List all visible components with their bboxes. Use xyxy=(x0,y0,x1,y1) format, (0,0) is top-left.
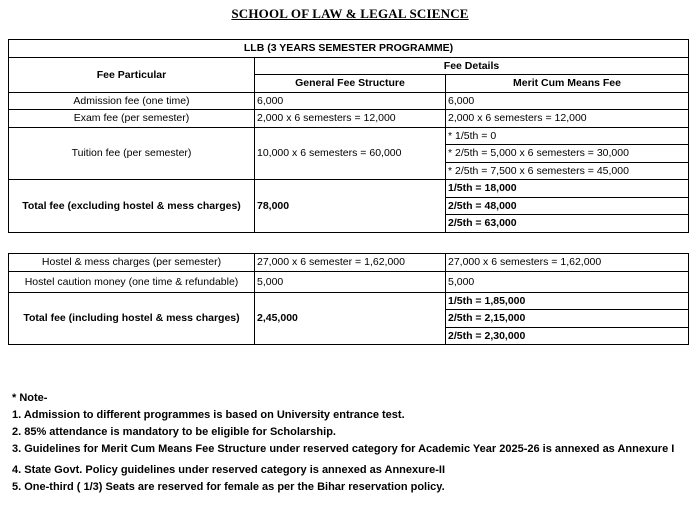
merit-value: 2,000 x 6 semesters = 12,000 xyxy=(446,110,689,128)
table-row xyxy=(9,127,689,145)
note-item: 5. One-third ( 1/3) Seats are reserved for female as per the Bihar reservation policy. xyxy=(12,481,445,493)
row-label: Exam fee (per semester) xyxy=(9,110,255,128)
merit-fee-header: Merit Cum Means Fee xyxy=(446,75,689,93)
merit-value: 2/5th = 2,15,000 xyxy=(446,310,689,328)
fee-particular-header: Fee Particular xyxy=(9,57,255,92)
page-title: SCHOOL OF LAW & LEGAL SCIENCE xyxy=(231,6,469,21)
notes-heading: * Note- xyxy=(12,392,48,404)
table-row xyxy=(9,92,689,110)
general-fee-header: General Fee Structure xyxy=(255,75,446,93)
row-label: Tuition fee (per semester) xyxy=(9,127,255,180)
note-item: 2. 85% attendance is mandatory to be eligible for Scholarship. xyxy=(12,426,336,438)
row-label: Hostel caution money (one time & refundable) xyxy=(9,271,255,292)
general-value: 5,000 xyxy=(255,271,446,292)
notes-section xyxy=(12,390,692,496)
general-value: 27,000 x 6 semester = 1,62,000 xyxy=(255,254,446,272)
fee-details-header: Fee Details xyxy=(255,57,689,75)
general-value: 10,000 x 6 semesters = 60,000 xyxy=(255,127,446,180)
merit-value: * 1/5th = 0 xyxy=(446,127,689,145)
general-value: 2,000 x 6 semesters = 12,000 xyxy=(255,110,446,128)
merit-value: 2/5th = 63,000 xyxy=(446,215,689,233)
note-item: 1. Admission to different programmes is based on University entrance test. xyxy=(12,409,405,421)
hostel-fee-table xyxy=(8,253,689,345)
row-label: Total fee (including hostel & mess charges) xyxy=(9,292,255,345)
fee-table xyxy=(8,39,689,233)
table-row xyxy=(9,110,689,128)
merit-value: 2/5th = 2,30,000 xyxy=(446,327,689,345)
merit-value: * 2/5th = 7,500 x 6 semesters = 45,000 xyxy=(446,162,689,180)
merit-value: 2/5th = 48,000 xyxy=(446,197,689,215)
merit-value: * 2/5th = 5,000 x 6 semesters = 30,000 xyxy=(446,145,689,163)
merit-value: 6,000 xyxy=(446,92,689,110)
row-label: Hostel & mess charges (per semester) xyxy=(9,254,255,272)
note-item: 3. Guidelines for Merit Cum Means Fee Structure under reserved category for Academic Year 2025-26 is annexed as Annexure I xyxy=(12,443,675,455)
general-value: 2,45,000 xyxy=(255,292,446,345)
table-row xyxy=(9,180,689,198)
programme-row xyxy=(9,40,689,58)
general-value: 78,000 xyxy=(255,180,446,233)
table-row xyxy=(9,292,689,310)
merit-value: 5,000 xyxy=(446,271,689,292)
merit-value: 1/5th = 18,000 xyxy=(446,180,689,198)
header-row xyxy=(9,57,689,75)
programme-heading: LLB (3 YEARS SEMESTER PROGRAMME) xyxy=(9,40,689,58)
row-label: Admission fee (one time) xyxy=(9,92,255,110)
note-item: 4. State Govt. Policy guidelines under reserved category is annexed as Annexure-II xyxy=(12,464,446,476)
merit-value: 27,000 x 6 semesters = 1,62,000 xyxy=(446,254,689,272)
merit-value: 1/5th = 1,85,000 xyxy=(446,292,689,310)
table-row xyxy=(9,254,689,272)
table-row xyxy=(9,271,689,292)
row-label: Total fee (excluding hostel & mess charges) xyxy=(9,180,255,233)
general-value: 6,000 xyxy=(255,92,446,110)
